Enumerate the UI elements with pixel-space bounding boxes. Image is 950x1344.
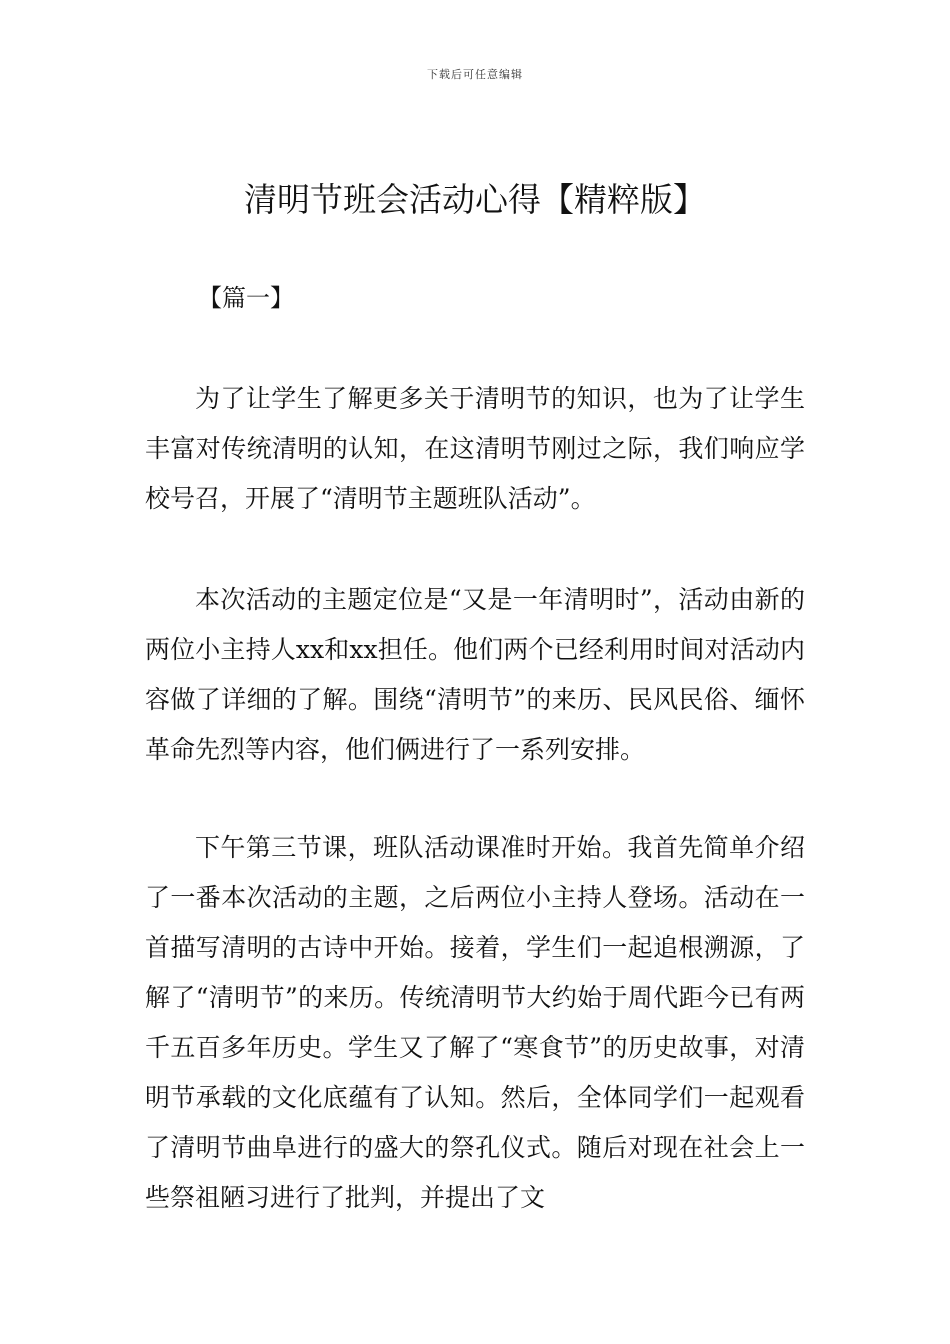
section-label: 【篇一】 [198,284,294,312]
body-paragraph-3 [145,823,805,1223]
body-paragraph-2 [145,575,805,775]
paragraph-text: 下午第三节课，班队活动课准时开始。我首先简单介绍了一番本次活动的主题，之后两位小主持人登场。活动在一首描写清明的古诗中开始。接着，学生们一起追根溯源，了解了“清明节”的来历。传统清明节大约始于周代距今已有两千五百多年历史。学生又了解了“寒食节”的历史故事，对清明节承载的文化底蕴有了认知。然后，全体同学们一起观看了清明节曲阜进行的盛大的祭孔仪式。随后对现在社会上一些祭祖陋习进行了批判，并提出了文 [145,833,805,1212]
paragraph-text: 本次活动的主题定位是“又是一年清明时”，活动由新的两位小主持人xx和xx担任。他们两个已经利用时间对活动内容做了详细的了解。围绕“清明节”的来历、民风民俗、缅怀革命先烈等内容，他们俩进行了一系列安排。 [145,585,805,764]
paragraph-text: 为了让学生了解更多关于清明节的知识，也为了让学生丰富对传统清明的认知，在这清明节刚过之际，我们响应学校号召，开展了“清明节主题班队活动”。 [145,384,805,513]
document-title: 清明节班会活动心得【精粹版】 [244,180,706,219]
body-paragraph-1 [145,374,805,524]
page-header-note: 下载后可任意编辑 [427,68,523,81]
